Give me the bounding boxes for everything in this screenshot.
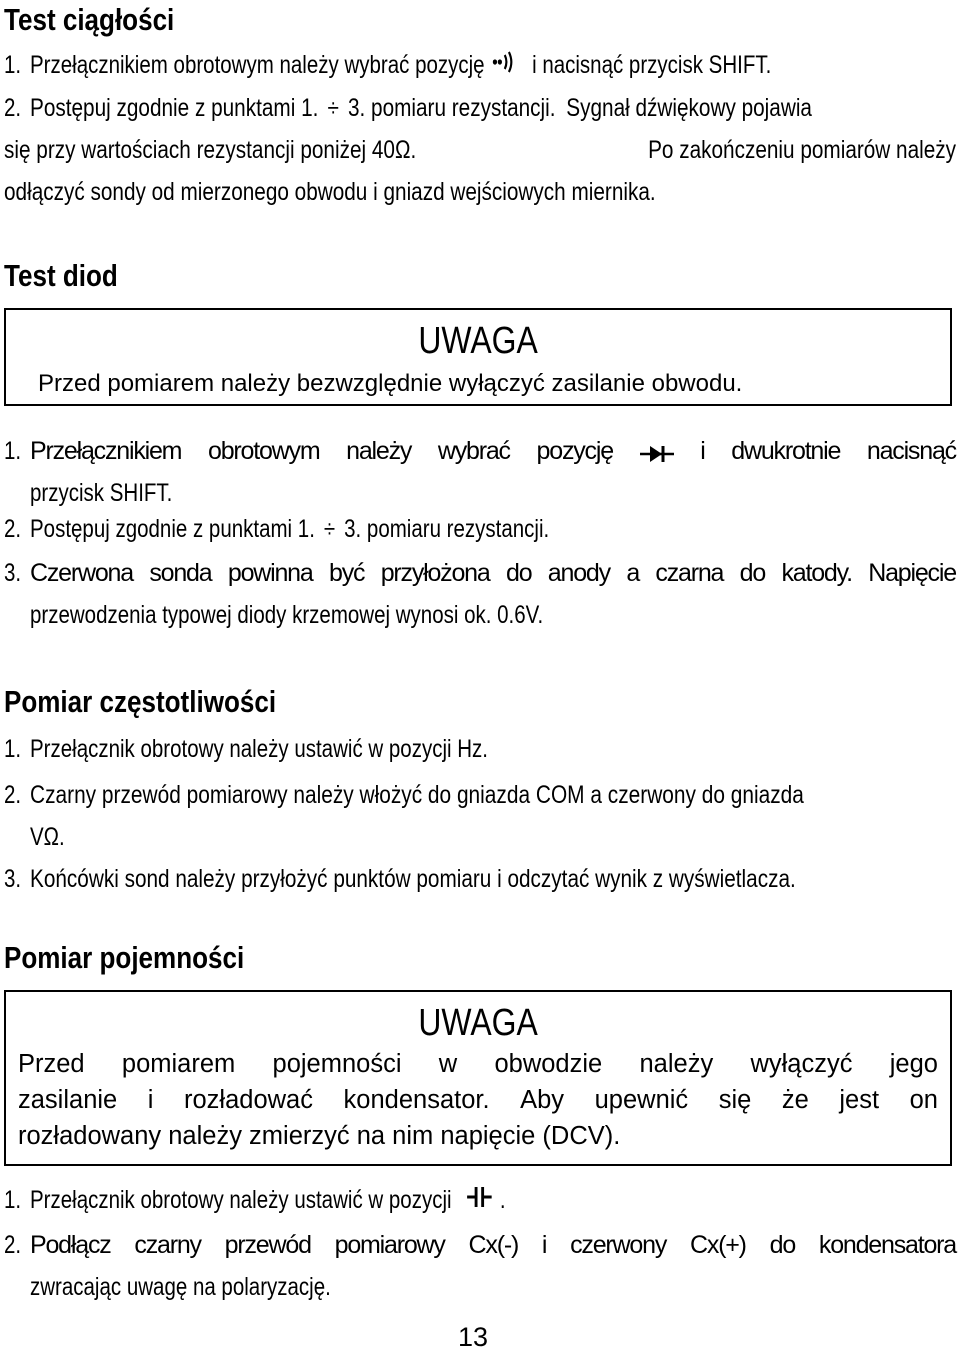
section-title-capacitance: Pomiar pojemności [4,940,245,975]
capacitor-icon [467,1180,500,1222]
diode-warning-heading: UWAGA [418,320,538,362]
page-number: 13 [458,1322,489,1352]
diode-warning-text: Przed pomiarem należy bezwzględnie wyłączyć zasilanie obwodu. [38,370,743,397]
section-title-continuity: Test ciągłości [4,2,175,37]
capacitance-warning-heading: UWAGA [418,1002,538,1044]
capacitance-warning-line-3: rozładowany należy zmierzyć na nim napięcie (DCV). [18,1122,621,1150]
manual-page: Test ciągłości 1. Przełącznikiem obrotowym należy wybrać pozycję i nacisnąć przycisk SHIFT. 2. Postępuj zgodnie z punktami 1. ÷ 3. pomiaru rezystancji. Sygnał dźwiękowy pojawia się przy wartościach rezystancji poniżej 40Ω. Po zakończeniu pomiarów należy odłączyć sondy od mierzonego obwodu i gniazd wejściowych miernika. Test diod UWAGA Przed pomiarem należy bezwzględnie wyłączyć zasilanie obwodu. 1. Przełącznikiem obrotowym należy wybrać pozycję i dwukrotnie nacisnąć przycisk SHIFT. 2. Postępuj zgodnie z punktami 1. ÷ 3. pomiaru rezystancji. 3. Czerwona sonda powinna być przyłożona do anody a czarna do katody. Napięcie przewodzenia typowej diody krzemowej wynosi ok. 0.6V. Pomiar częstotliwości 1. Przełącznik obrotowy należy ustawić w pozycji Hz. 2. Czarny przewód pomiarowy należy włożyć do gniazda COM a czerwony do gniazda VΩ. 3. Końcówki sond należy przyłożyć punktów pomiaru i odczytać wynik z wyświetlacza. Pomiar pojemności UWAGA Przed pomiarem pojemności w obwodzie należy wyłączyć jego zasilanie i rozładować kondensator. Aby upewnić się że jest on rozładowany należy zmierzyć na nim napięcie (DCV). 1. Przełącznik obrotowy należy ustawić w pozycji . 2. Podłącz czarny przewód pomiarowy Cx(-) i czerwony Cx(+) do kondensatora zwracając uwagę na polaryzację. 13 [4,2,956,1352]
capacitance-warning-line-2: zasilanie i rozładować kondensator. Aby upewnić się że jest on [18,1086,938,1114]
section-title-frequency: Pomiar częstotliwości [4,684,277,719]
diode-warning-box [4,308,952,406]
section-title-diode: Test diod [4,258,118,293]
diode-icon [640,437,674,472]
capacitance-warning-line-1: Przed pomiarem pojemności w obwodzie należy wyłączyć jego [18,1050,938,1078]
buzzer-icon [490,45,526,87]
capacitance-warning-box [4,990,952,1166]
